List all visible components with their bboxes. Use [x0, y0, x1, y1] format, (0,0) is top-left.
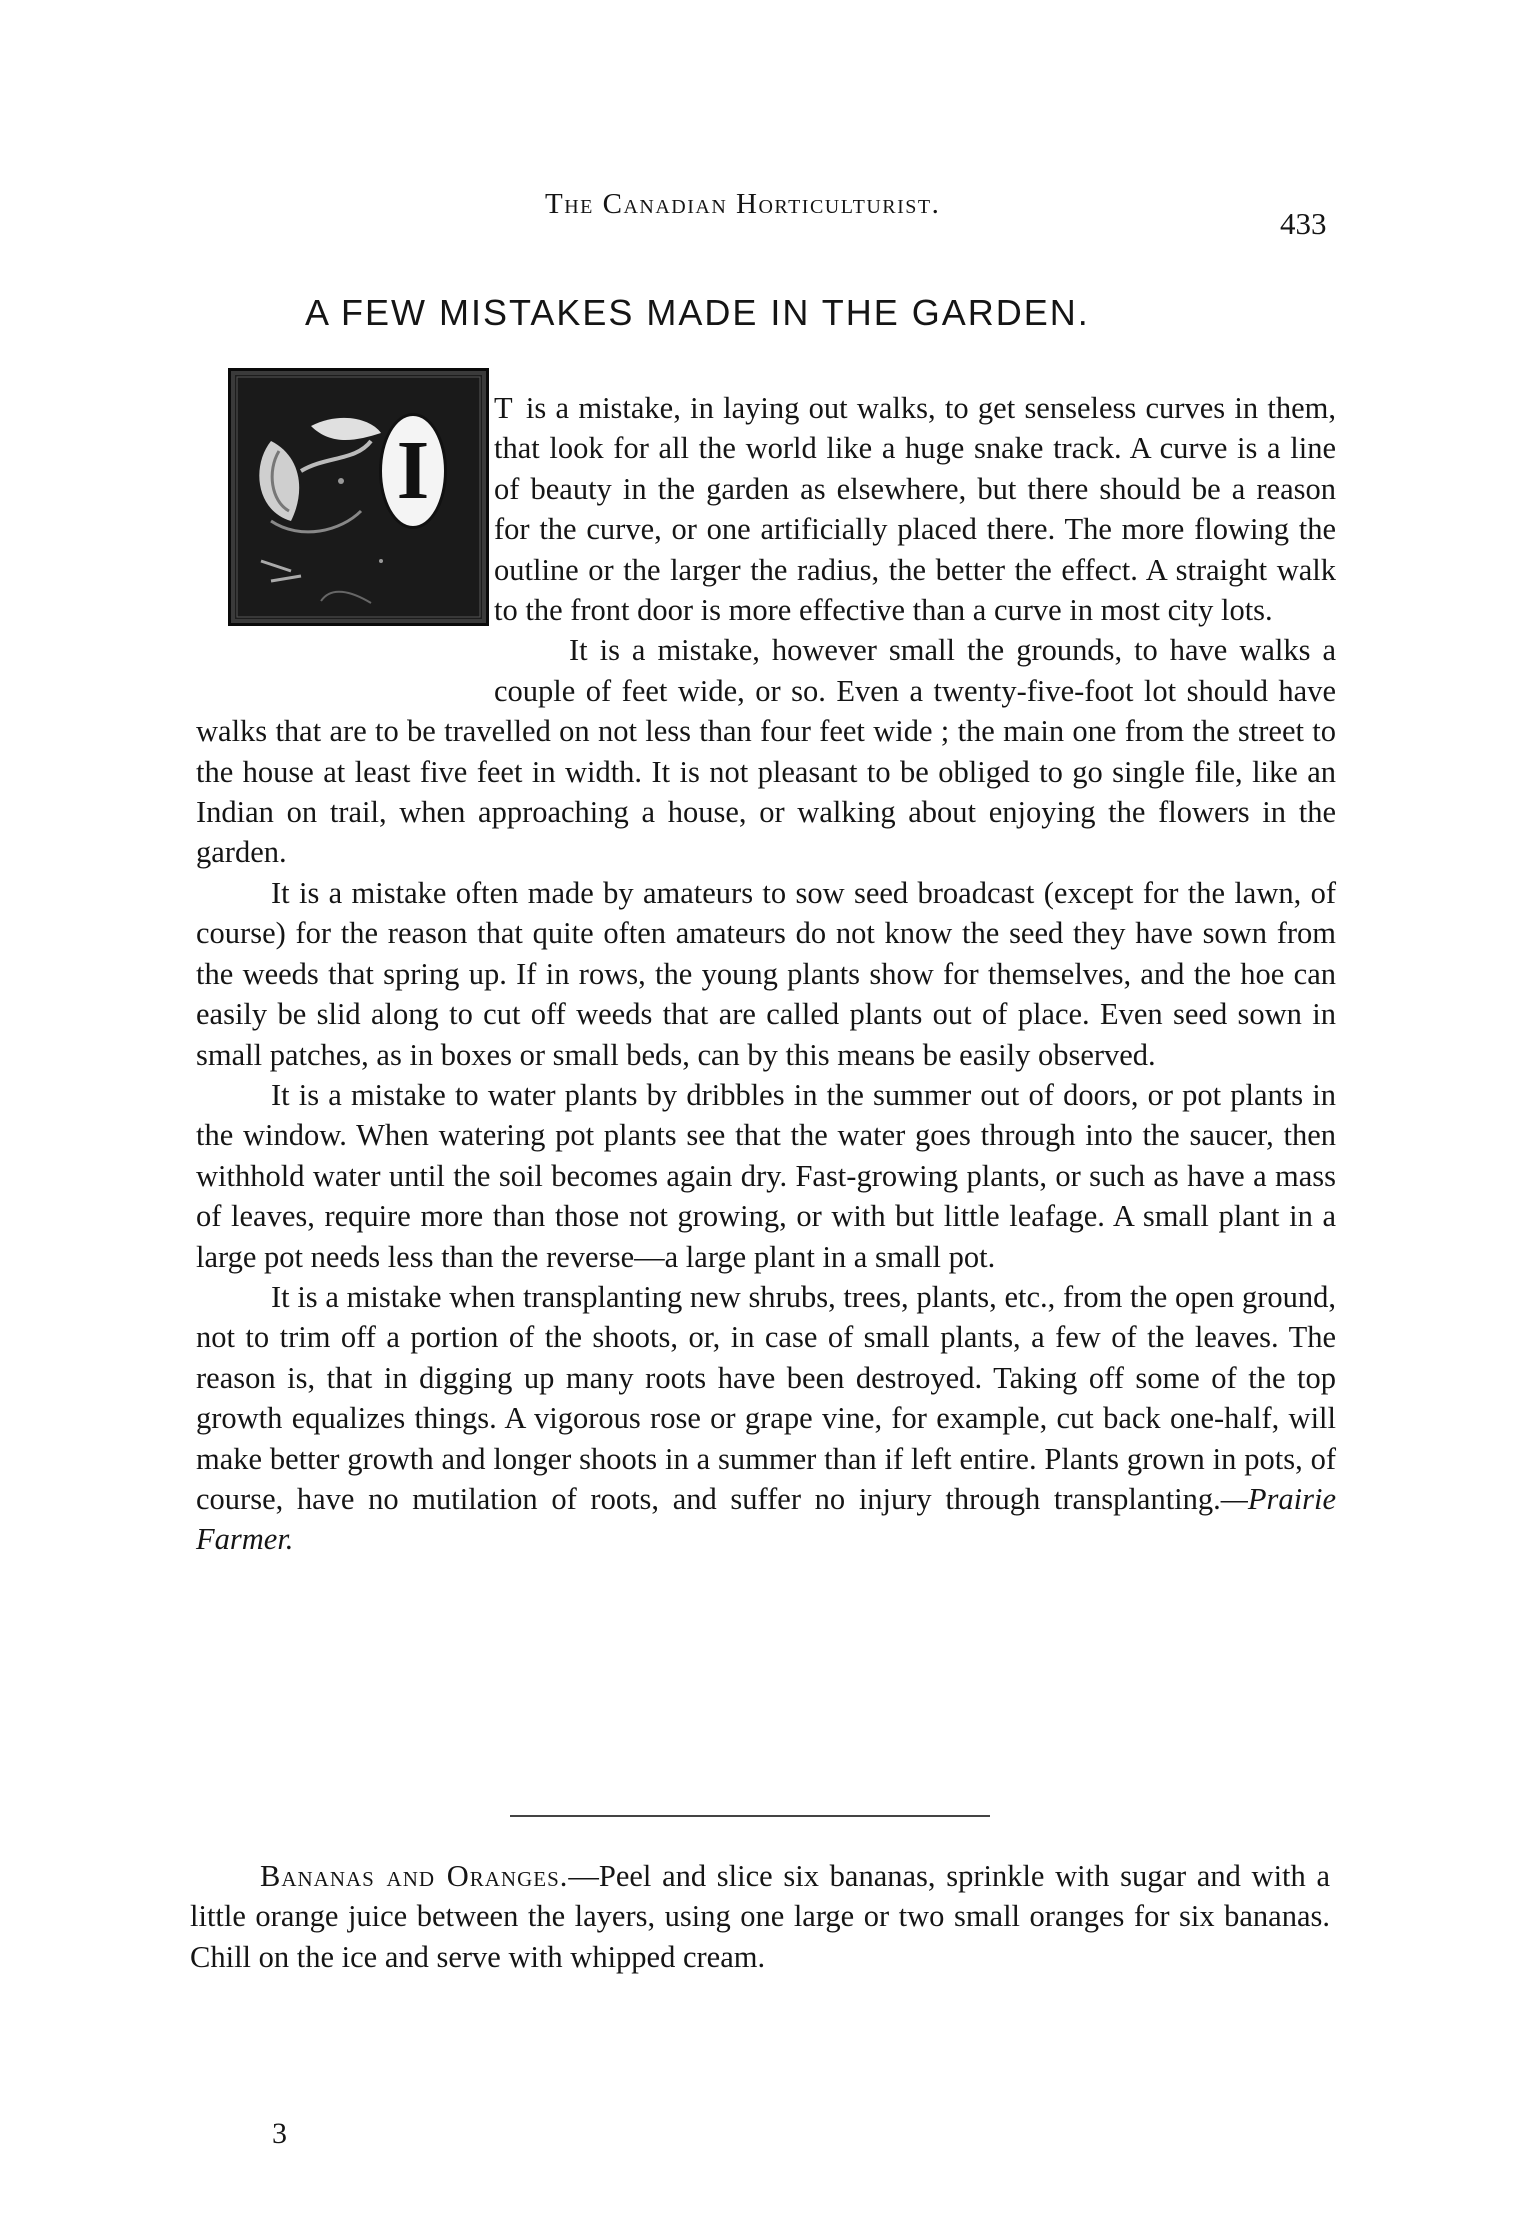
recipe-text: —Peel and slice six bananas, sprinkle with sugar and with a little orange juice between the layers, using one large or two small oranges for six bananas. Chill on the ice and serve with whipped cream.: [190, 1859, 1330, 1974]
recipe-title: Bananas and Oranges.: [260, 1859, 569, 1893]
signature-mark: 3: [272, 2117, 287, 2150]
dropcap-letter: I: [379, 413, 447, 529]
paragraph-text: is a mistake, in laying out walks, to get senseless curves in them, that look for all the world like a huge snake track. A curve is a line of beauty in the garden as elsewhere, but there should be a reason for the curve, or one artificially placed there. The more flowing the outline or the larger the radius, the better the effect. A straight walk to the front door is more effective than a curve in most city lots.: [494, 391, 1337, 628]
page-number: 433: [1280, 206, 1327, 241]
recipe: [190, 1856, 1330, 1977]
paragraph: It is a mistake to water plants by dribbles in the summer out of doors, or pot plants in the window. When watering pot plants see that the water goes through into the saucer, then withhold water until the soil becomes again dry. Fast-growing plants, or such as have a mass of leaves, require more than those not growing, or with but little leafage. A small plant in a large pot needs less than the reverse—a large plant in a small pot.: [196, 1077, 1336, 1274]
attribution: —Prairie Farmer.: [196, 1481, 1336, 1557]
paragraph: [190, 1856, 1330, 1977]
section-divider: [510, 1815, 990, 1817]
lead-letter: T: [494, 391, 513, 425]
page-header: [0, 188, 1520, 248]
paragraph-text: It is a mistake when transplanting new shrubs, trees, plants, etc., from the open ground, not to trim off a portion of the shoots, or, in case of small plants, a few of the leaves. The reason is, that in digging up many roots have been destroyed. Taking off some of the top growth equalizes things. A vigorous rose or grape vine, for example, cut back one-half, will make better growth and longer shoots in a summer than if left entire. Plants grown in pots, of course, have no mutilation of roots, and suffer no injury through transplanting.: [196, 1279, 1336, 1516]
paragraph: [196, 388, 1336, 630]
paragraph: [196, 1277, 1336, 1560]
paragraph: It is a mistake, however small the grounds, to have walks a couple of feet wide, or so. Even a twenty-five-foot lot should have walks that are to be travelled on not less than four feet wide ; the main one from the street to the house at least five feet in width. It is not pleasant to be obliged to go single file, like an Indian on trail, when approaching a house, or walking about enjoying the flowers in the garden.: [196, 633, 1336, 870]
running-title: The Canadian Horticulturist.: [545, 188, 941, 220]
article-body: [196, 388, 1336, 1560]
dropcap-spacer: [196, 388, 494, 672]
paragraph: It is a mistake often made by amateurs to sow seed broadcast (except for the lawn, of course) for the reason that quite often amateurs do not know the seed they have sown from the weeds that spring up. If in rows, the young plants show for themselves, and the hoe can easily be slid along to cut off weeds that are called plants out of place. Even seed sown in small patches, as in boxes or small beds, can by this means be easily observed.: [196, 875, 1336, 1072]
article-title: A FEW MISTAKES MADE IN THE GARDEN.: [305, 292, 1090, 333]
